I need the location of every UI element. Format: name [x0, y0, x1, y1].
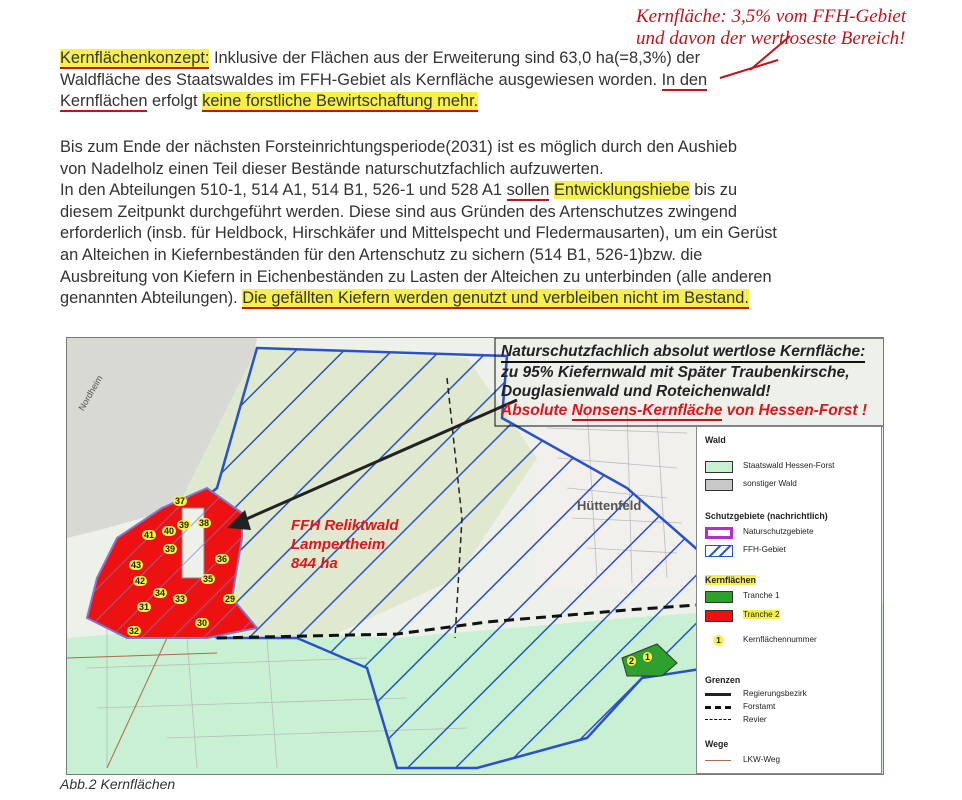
legend-kern-text: Kernflächen	[705, 575, 756, 585]
core-marker: 38	[199, 518, 210, 528]
legend-tranche2-text: Tranche 2	[743, 610, 780, 619]
legend-tranche1: Tranche 1	[743, 591, 780, 600]
core-marker: 2	[629, 656, 635, 666]
figure-caption: Abb.2 Kernflächen	[60, 776, 176, 792]
core-marker: 31	[139, 602, 150, 612]
para1-line-1	[60, 48, 707, 70]
highlight-kernflaechenkonzept: Kernflächenkonzept:	[60, 49, 210, 67]
core-marker: 29	[225, 594, 236, 604]
callout-line-4-a: Absolute	[501, 402, 572, 419]
highlight-gefaellte-kiefern: Die gefällten Kiefern werden genutzt und verbleiben nicht im Bestand.	[242, 289, 749, 308]
legend-swatch-ffh	[705, 545, 733, 557]
para1-line-3-text: erfolgt	[147, 92, 203, 111]
underline-sollen: sollen	[506, 181, 550, 200]
legend-kernnr: Kernflächennummer	[743, 635, 817, 644]
para1-line-2	[60, 70, 707, 92]
underline-in-den: In den	[661, 70, 708, 89]
map-callout	[501, 342, 867, 420]
para2-line-5: erforderlich (insb. für Heldbock, Hirschkäfer und Mittelspecht und Fledermausarten), um ein Gerüst	[60, 224, 777, 243]
para1-line-3	[60, 91, 707, 113]
legend-revier: Revier	[743, 715, 767, 724]
legend-heading-wald: Wald	[705, 435, 726, 445]
legend-heading-grenzen: Grenzen	[705, 675, 741, 685]
para2-line-2: von Nadelholz einen Teil dieser Bestände naturschutzfachlich aufzuwerten.	[60, 159, 604, 178]
core-marker: 1	[645, 652, 651, 662]
ffh-label-line-1: FFH Reliktwald	[291, 517, 399, 534]
para2-line-8-text: genannten Abteilungen).	[60, 289, 243, 308]
para2-line-8	[60, 288, 777, 310]
para2-line-3-end: bis zu	[689, 181, 738, 200]
paragraph-forsteinrichtung	[60, 137, 777, 310]
legend-sonstiger: sonstiger Wald	[743, 479, 797, 488]
core-marker: 37	[175, 496, 186, 506]
legend-swatch-nsg	[705, 527, 733, 539]
legend-regbez: Regierungsbezirk	[743, 689, 807, 698]
para2-line-6: an Alteichen in Kiefernbeständen für den Artenschutz zu sichern (514 B1, 526-1)bzw. die	[60, 245, 703, 264]
core-marker: 40	[164, 526, 175, 536]
legend-marker-icon: 1	[713, 635, 724, 646]
legend-heading-kern	[705, 575, 756, 585]
para2-line-7: Ausbreitung von Kiefern in Eichenbeständen zu Lasten der Alteichen zu unterbinden (alle anderen	[60, 267, 772, 286]
core-marker: 32	[129, 626, 140, 636]
legend-swatch-staatswald	[705, 461, 733, 473]
ffh-label-line-2: Lampertheim	[291, 536, 386, 553]
core-marker: 34	[155, 588, 166, 598]
legend-swatch-tranche1	[705, 591, 733, 603]
legend-staatswald: Staatswald Hessen-Forst	[743, 461, 835, 470]
core-marker: 39	[165, 544, 176, 554]
callout-nonsens: Nonsens-Kernfläche	[571, 402, 723, 419]
ffh-label-line-3: 844 ha	[291, 555, 338, 572]
core-marker: 39	[179, 520, 190, 530]
core-marker: 41	[144, 530, 155, 540]
para1-line-1-text: Inklusive der Flächen aus der Erweiterung sind 63,0 ha(=8,3%) der	[209, 49, 701, 67]
callout-line-4-c: von Hessen-Forst !	[722, 402, 868, 419]
para2-line-3	[60, 180, 777, 202]
paragraph-kernflaechenkonzept	[60, 48, 707, 113]
ffh-reliktwald-label	[291, 516, 399, 573]
town-label-huettenfeld: Hüttenfeld	[577, 498, 642, 513]
core-marker: 36	[217, 554, 228, 564]
legend-tranche2	[743, 610, 780, 619]
highlight-keine-bewirtschaftung: keine forstliche Bewirtschaftung mehr.	[202, 92, 479, 111]
legend-heading-schutz: Schutzgebiete (nachrichtlich)	[705, 511, 828, 521]
para2-line-3-text: In den Abteilungen 510-1, 514 A1, 514 B1, 526-1 und 528 A1	[60, 181, 507, 200]
para1-line-2-text: Waldfläche des Staatswaldes im FFH-Gebiet als Kernfläche ausgewiesen worden.	[60, 70, 662, 89]
legend-heading-wege: Wege	[705, 739, 729, 749]
legend-forstamt: Forstamt	[743, 702, 776, 711]
legend-line-lkw	[705, 760, 731, 761]
callout-line-4	[501, 401, 867, 420]
callout-line-1: Naturschutzfachlich absolut wertlose Kernfläche:	[501, 342, 865, 363]
core-marker: 30	[197, 618, 208, 628]
para2-line-1: Bis zum Ende der nächsten Forsteinrichtungsperiode(2031) ist es möglich durch den Aushieb	[60, 138, 737, 156]
annotation-line-2: und davon der wertloseste Bereich!	[636, 28, 906, 49]
legend-line-revier	[705, 719, 731, 720]
legend-swatch-sonstiger	[705, 479, 733, 491]
core-marker: 35	[203, 574, 214, 584]
legend-nsg: Naturschutzgebiete	[743, 527, 814, 536]
para2-line-4: diesem Zeitpunkt durchgeführt werden. Diese sind aus Gründen des Artenschutzes zwingend	[60, 202, 737, 221]
legend-line-forstamt	[705, 706, 731, 709]
legend-line-regbez	[705, 693, 731, 696]
underline-kernflaechen: Kernflächen	[60, 92, 148, 111]
core-marker: 43	[131, 560, 142, 570]
core-marker: 33	[175, 594, 186, 604]
callout-line-2: zu 95% Kiefernwald mit Später Traubenkirsche,	[501, 364, 850, 381]
highlight-entwicklungshiebe: Entwicklungshiebe	[553, 181, 690, 200]
callout-line-3: Douglasienwald und Roteichenwald!	[501, 383, 771, 400]
legend-lkw: LKW-Weg	[743, 755, 781, 764]
annotation-line-1: Kernfläche: 3,5% vom FFH-Gebiet	[636, 6, 907, 27]
core-marker: 42	[135, 576, 146, 586]
legend-ffh: FFH-Gebiet	[743, 545, 786, 554]
map-legend	[696, 426, 882, 774]
corner-label: Nordheim	[76, 373, 105, 413]
legend-swatch-tranche2	[705, 610, 733, 622]
